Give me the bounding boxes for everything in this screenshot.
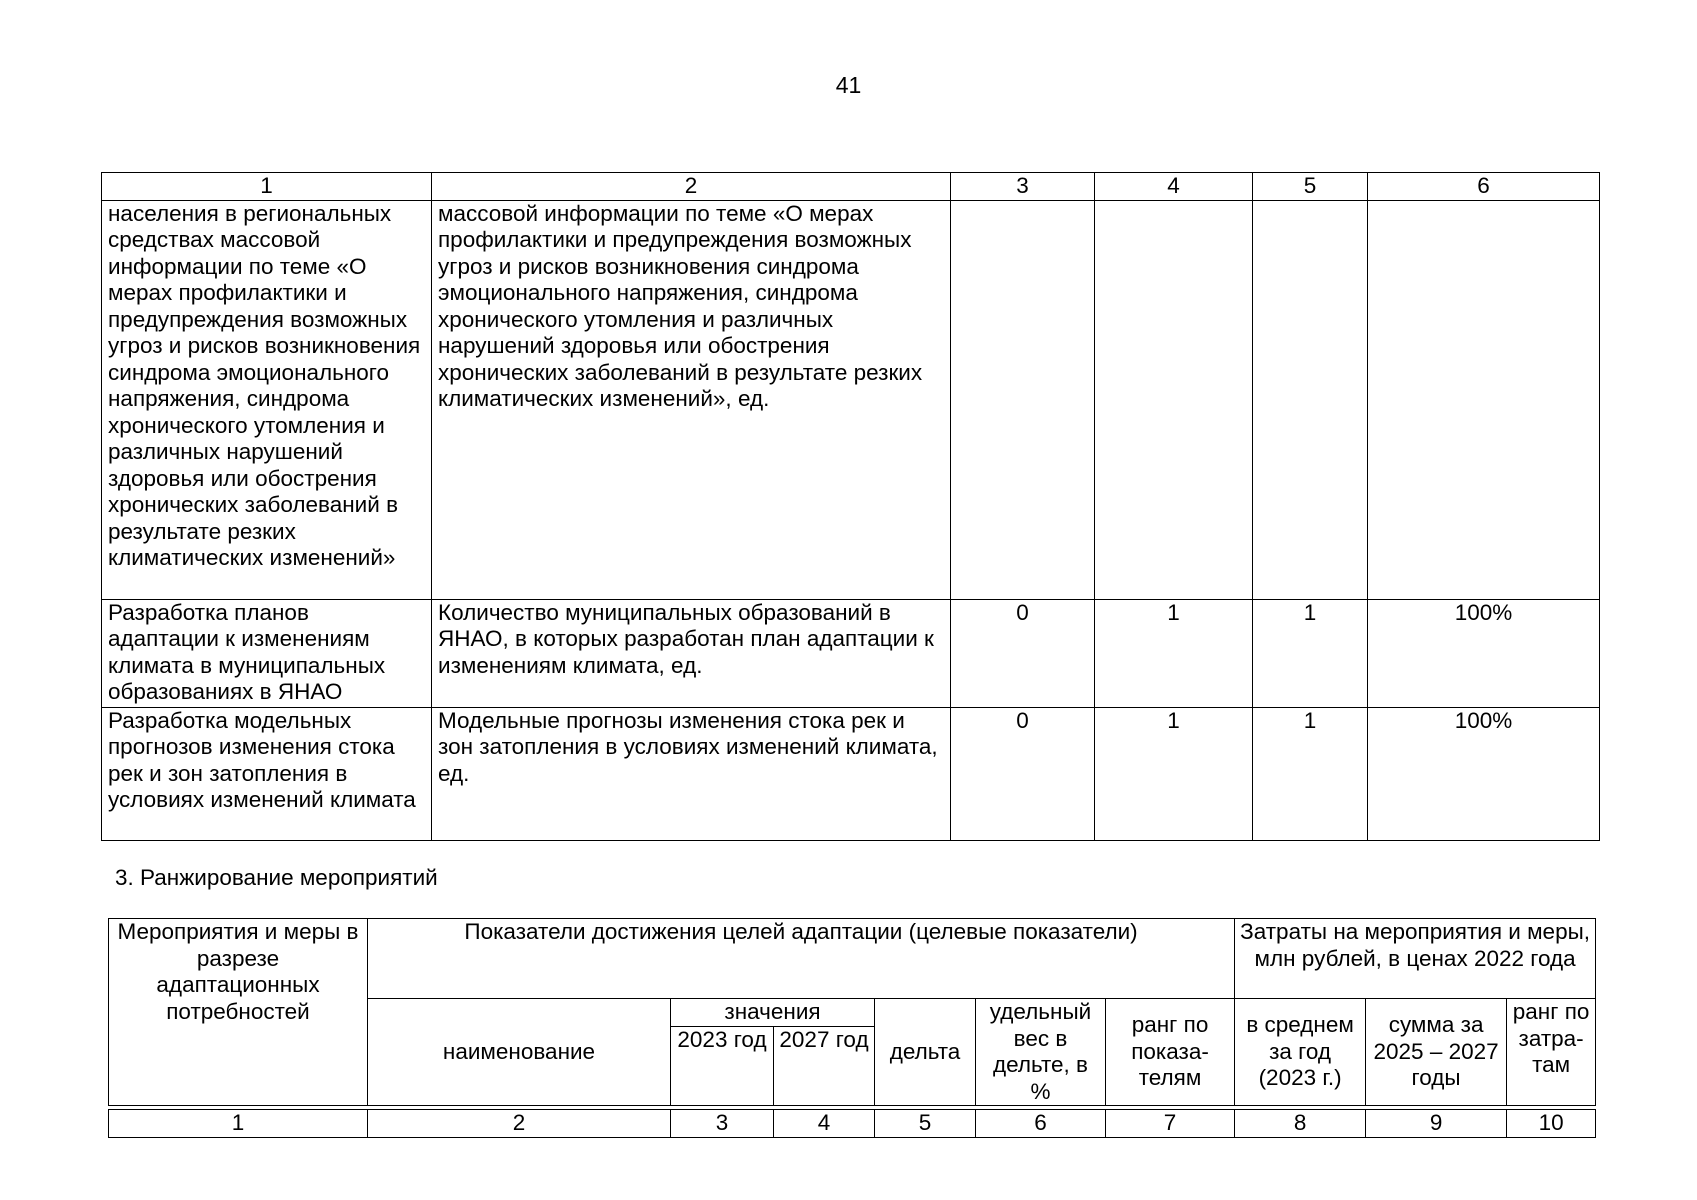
column-number: 2: [432, 173, 951, 201]
value-cell: [1253, 200, 1368, 599]
column-number: 4: [1095, 173, 1253, 201]
value-cell: 1: [1253, 599, 1368, 707]
column-number: 9: [1366, 1110, 1507, 1138]
measure-cell: Разработка модельных прогнозов изменения стока рек и зон затопления в условиях изменений климата: [102, 707, 432, 840]
sum-period-column-header: сумма за 2025 – 2027 годы: [1366, 999, 1507, 1106]
column-number: 1: [109, 1110, 368, 1138]
value-cell: [1095, 200, 1253, 599]
table-row: [102, 200, 1600, 599]
table-header-row: [109, 919, 1596, 999]
column-numbers-row: [109, 1110, 1596, 1138]
column-number: 5: [1253, 173, 1368, 201]
value-cell: 0: [951, 599, 1095, 707]
measures-column-header: Мероприятия и меры в разрезе адаптационных потребностей: [109, 919, 368, 1106]
column-number: 3: [951, 173, 1095, 201]
column-number: 10: [1507, 1110, 1596, 1138]
column-number: 6: [1368, 173, 1600, 201]
section-heading: 3. Ранжирование мероприятий: [115, 865, 438, 890]
share-column-header: удельный вес в дельте, в %: [976, 999, 1106, 1106]
delta-column-header: дельта: [875, 999, 976, 1106]
year-2027-column-header: 2027 год: [774, 1026, 875, 1105]
ranking-table: [108, 918, 1596, 1138]
year-2023-column-header: 2023 год: [671, 1026, 774, 1105]
column-number: 7: [1106, 1110, 1235, 1138]
indicator-cell: массовой информации по теме «О мерах профилактики и предупреждения возможных угроз и рисков возникновения синдрома эмоционального напряжения, синдрома хронического утомления и различных нарушений здоровья или обострения хронических заболеваний в результате резких климатических изменений», ед.: [432, 200, 951, 599]
value-cell: 1: [1095, 599, 1253, 707]
costs-group-header: Затраты на мероприятия и меры, млн рублей, в ценах 2022 года: [1235, 919, 1596, 999]
indicator-cell: Количество муниципальных образований в ЯНАО, в которых разработан план адаптации к изменениям климата, ед.: [432, 599, 951, 707]
column-number: 3: [671, 1110, 774, 1138]
table-row: [102, 599, 1600, 707]
measure-cell: населения в региональных средствах массовой информации по теме «О мерах профилактики и предупреждения возможных угроз и рисков возникновения синдрома эмоционального напряжения, синдрома хронического утомления и различных нарушений здоровья или обострения хронических заболеваний в результате резких климатических изменений»: [102, 200, 432, 599]
measure-cell: Разработка планов адаптации к изменениям климата в муниципальных образованиях в ЯНАО: [102, 599, 432, 707]
value-cell: 1: [1253, 707, 1368, 840]
values-group-header: значения: [671, 999, 875, 1027]
rank-indicators-column-header: ранг по показа-телям: [1106, 999, 1235, 1106]
value-cell: 100%: [1368, 707, 1600, 840]
column-number: 5: [875, 1110, 976, 1138]
column-number: 6: [976, 1110, 1106, 1138]
indicator-cell: Модельные прогнозы изменения стока рек и зон затопления в условиях изменений климата, ед.: [432, 707, 951, 840]
rank-costs-column-header: ранг по затра-там: [1507, 999, 1596, 1106]
value-cell: [1368, 200, 1600, 599]
table-row: [102, 707, 1600, 840]
value-cell: 0: [951, 707, 1095, 840]
value-cell: 100%: [1368, 599, 1600, 707]
value-cell: 1: [1095, 707, 1253, 840]
value-cell: [951, 200, 1095, 599]
indicators-table: [101, 172, 1600, 841]
page-number: 41: [835, 72, 862, 98]
column-number: 2: [368, 1110, 671, 1138]
column-number: 8: [1235, 1110, 1366, 1138]
name-column-header: наименование: [368, 999, 671, 1106]
table-header-row: [102, 173, 1600, 201]
column-number: 4: [774, 1110, 875, 1138]
avg-year-column-header: в среднем за год (2023 г.): [1235, 999, 1366, 1106]
column-number: 1: [102, 173, 432, 201]
indicators-group-header: Показатели достижения целей адаптации (целевые показатели): [368, 919, 1235, 999]
